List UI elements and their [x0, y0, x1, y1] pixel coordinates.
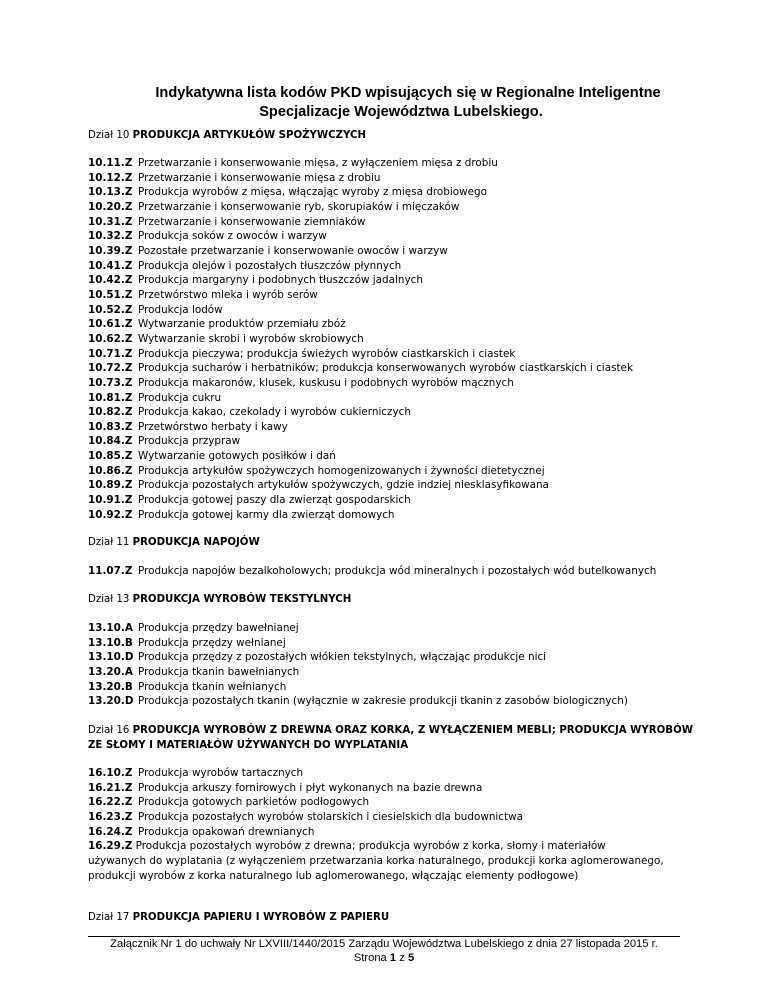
pkd-code: 16.24.Z	[88, 825, 133, 838]
pkd-code: 10.12.Z	[88, 171, 133, 184]
pkd-desc: Produkcja pozostałych artykułów spożywczych, gdzie indziej niesklasyfikowana	[138, 479, 549, 492]
pkd-code: 16.22.Z	[88, 796, 133, 809]
pkd-desc: Produkcja wyrobów z mięsa, włączając wyroby z mięsa drobiowego	[138, 186, 487, 199]
pkd-desc: Produkcja pozostałych wyrobów stolarskich i ciesielskich dla budownictwa	[138, 810, 523, 823]
section-heading-dzial-10	[88, 129, 366, 143]
pkd-desc-line-1: Produkcja pozostałych wyrobów z drewna; produkcja wyrobów z korka, słomy i materiałów	[135, 840, 606, 852]
pkd-code: 10.32.Z	[88, 230, 133, 243]
pkd-code: 10.52.Z	[88, 303, 133, 316]
pkd-desc: Produkcja makaronów, klusek, kuskusu i podobnych wyrobów mącznych	[138, 376, 514, 389]
pkd-desc: Produkcja cukru	[138, 391, 222, 404]
pkd-entry	[88, 376, 688, 391]
pkd-entry	[88, 229, 688, 244]
pkd-code: 16.10.Z	[88, 767, 133, 779]
pkd-code: 10.13.Z	[88, 186, 133, 199]
pkd-desc: Przetwarzanie i konserwowanie ziemniaków	[138, 215, 366, 228]
pkd-entry-16-29-z	[88, 839, 688, 883]
section-heading-dzial-16	[88, 723, 693, 753]
pkd-entry	[88, 332, 688, 347]
pkd-entry	[88, 171, 688, 186]
pkd-entry	[88, 434, 688, 449]
pkd-desc: Wytwarzanie gotowych posiłków i dań	[138, 450, 336, 463]
pkd-desc: Produkcja gotowych parkietów podłogowych	[138, 796, 370, 809]
pkd-code: 13.10.B	[88, 636, 133, 649]
pkd-entry	[88, 795, 688, 810]
page-footer	[0, 937, 768, 965]
pkd-code: 10.61.Z	[88, 318, 133, 331]
pkd-desc: Produkcja lodów	[138, 303, 223, 316]
section-heading-dzial-13	[88, 593, 351, 607]
pkd-entry	[88, 810, 688, 825]
pkd-code: 13.10.A	[88, 622, 133, 634]
pkd-entry	[88, 405, 688, 420]
pkd-entry	[88, 288, 688, 303]
pkd-entry	[88, 766, 688, 781]
pkd-entry	[88, 564, 688, 579]
page-number	[0, 951, 768, 965]
pkd-desc: Produkcja wyrobów tartacznych	[138, 767, 304, 779]
section-prefix: Dział 13	[88, 594, 130, 605]
pkd-entry	[88, 493, 688, 508]
pkd-desc: Produkcja olejów i pozostałych tłuszczów płynnych	[138, 259, 402, 272]
section-name-line-1: PRODUKCJA WYROBÓW Z DREWNA ORAZ KORKA, Z WYŁĄCZENIEM MEBLI; PRODUKCJA WYROBÓW	[132, 725, 693, 736]
pkd-entry	[88, 185, 688, 200]
pkd-code: 10.84.Z	[88, 435, 133, 448]
pkd-entry	[88, 391, 688, 406]
pkd-desc: Produkcja opakowań drewnianych	[138, 825, 315, 838]
pkd-code: 10.89.Z	[88, 479, 133, 492]
pkd-list-dzial-16	[88, 766, 688, 839]
pkd-code: 10.81.Z	[88, 391, 133, 404]
pkd-desc: Produkcja napojów bezalkoholowych; produkcja wód mineralnych i pozostałych wód butelkowanych	[138, 565, 657, 577]
section-name: PRODUKCJA WYROBÓW TEKSTYLNYCH	[132, 594, 352, 605]
pkd-entry	[88, 825, 688, 840]
pkd-code: 10.39.Z	[88, 244, 133, 257]
pkd-entry	[88, 215, 688, 230]
pkd-code: 10.11.Z	[88, 157, 133, 169]
pkd-code: 10.91.Z	[88, 494, 133, 507]
section-prefix: Dział 17	[88, 912, 130, 923]
pkd-desc: Pozostałe przetwarzanie i konserwowanie owoców i warzyw	[138, 244, 448, 257]
current-page: 1	[389, 952, 397, 964]
pkd-desc: Produkcja soków z owoców i warzyw	[138, 230, 327, 243]
pkd-code: 13.10.D	[88, 651, 134, 664]
pkd-desc: Przetwarzanie i konserwowanie ryb, skorupiaków i mięczaków	[138, 200, 460, 213]
pkd-desc-line-3: produkcji wyrobów z korka naturalnego lub aglomerowanego, włączając elementy podłogowe)	[88, 869, 579, 882]
pkd-desc: Produkcja artykułów spożywczych homogenizowanych i żywności dietetycznej	[138, 464, 545, 477]
section-name: PRODUKCJA PAPIERU I WYROBÓW Z PAPIERU	[132, 912, 390, 923]
pkd-desc: Produkcja pieczywa; produkcja świeżych wyrobów ciastkarskich i ciastek	[138, 347, 516, 360]
pkd-desc: Produkcja tkanin wełnianych	[138, 680, 287, 693]
pkd-entry	[88, 478, 688, 493]
document-title	[0, 84, 768, 122]
pkd-desc: Produkcja pozostałych tkanin (wyłącznie w zakresie produkcji tkanin z zasobów biologicznych)	[138, 695, 628, 708]
pkd-entry	[88, 464, 688, 479]
pkd-entry	[88, 781, 688, 796]
pkd-entry	[88, 303, 688, 318]
pkd-entry	[88, 347, 688, 362]
pkd-code: 16.29.Z	[88, 840, 133, 852]
section-prefix: Dział 16	[88, 725, 130, 736]
pkd-entry	[88, 650, 688, 665]
page-word: Strona	[353, 952, 387, 964]
section-name: PRODUKCJA NAPOJÓW	[132, 537, 260, 548]
pkd-desc: Produkcja przędzy bawełnianej	[138, 622, 299, 634]
pkd-desc: Produkcja kakao, czekolady i wyrobów cukierniczych	[138, 406, 411, 419]
pkd-desc: Produkcja tkanin bawełnianych	[138, 665, 300, 678]
pkd-code: 10.42.Z	[88, 274, 133, 287]
pkd-code: 10.41.Z	[88, 259, 133, 272]
pkd-list-dzial-11	[88, 564, 688, 579]
pkd-code: 13.20.D	[88, 695, 134, 708]
pkd-code: 10.92.Z	[88, 508, 133, 521]
pkd-entry	[88, 273, 688, 288]
section-name: PRODUKCJA ARTYKUŁÓW SPOŻYWCZYCH	[132, 130, 367, 141]
section-heading-dzial-11	[88, 536, 260, 550]
pkd-list-dzial-10	[88, 156, 688, 522]
pkd-code: 10.83.Z	[88, 420, 133, 433]
of-word: z	[399, 952, 405, 964]
section-prefix: Dział 10	[88, 130, 130, 141]
pkd-entry	[88, 317, 688, 332]
pkd-desc: Produkcja sucharów i herbatników; produkcja konserwowanych wyrobów ciastkarskich i ciastek	[138, 362, 633, 375]
pkd-code: 16.21.Z	[88, 781, 133, 794]
pkd-entry	[88, 508, 688, 523]
pkd-entry	[88, 449, 688, 464]
pkd-desc-line-2: używanych do wyplatania (z wyłączeniem przetwarzania korka naturalnego, produkcji korka aglomerowanego,	[88, 854, 664, 867]
pkd-entry	[88, 621, 688, 636]
pkd-entry	[88, 361, 688, 376]
pkd-code: 10.72.Z	[88, 362, 133, 375]
pkd-desc: Wytwarzanie produktów przemiału zbóż	[138, 318, 346, 331]
footer-note: Załącznik Nr 1 do uchwały Nr LXVIII/1440/2015 Zarządu Województwa Lubelskiego z dnia 27 listopada 2015 r.	[110, 938, 658, 950]
pkd-desc: Produkcja gotowej paszy dla zwierząt gospodarskich	[138, 494, 411, 507]
pkd-desc: Przetwarzanie i konserwowanie mięsa, z wyłączeniem mięsa z drobiu	[138, 157, 498, 169]
total-pages: 5	[407, 952, 415, 964]
pkd-code: 10.86.Z	[88, 464, 133, 477]
pkd-desc: Przetwarzanie i konserwowanie mięsa z drobiu	[138, 171, 381, 184]
pkd-desc: Wytwarzanie skrobi i wyrobów skrobiowych	[138, 332, 364, 345]
title-line-2: Specjalizacje Województwa Lubelskiego.	[259, 104, 543, 120]
pkd-entry	[88, 156, 688, 171]
pkd-desc: Produkcja arkuszy fornirowych i płyt wykonanych na bazie drewna	[138, 781, 483, 794]
pkd-desc: Produkcja gotowej karmy dla zwierząt domowych	[138, 508, 395, 521]
pkd-code: 10.20.Z	[88, 200, 133, 213]
pkd-code: 11.07.Z	[88, 565, 133, 577]
pkd-code: 13.20.A	[88, 665, 133, 678]
pkd-desc: Przetwórstwo mleka i wyrób serów	[138, 288, 318, 301]
pkd-code: 10.62.Z	[88, 332, 133, 345]
pkd-entry	[88, 244, 688, 259]
pkd-code: 10.51.Z	[88, 288, 133, 301]
pkd-code: 10.82.Z	[88, 406, 133, 419]
pkd-code: 10.71.Z	[88, 347, 133, 360]
section-name-line-2: ZE SŁOMY I MATERIAŁÓW UŻYWANYCH DO WYPLATANIA	[88, 740, 409, 751]
title-line-1: Indykatywna lista kodów PKD wpisujących się w Regionalne Inteligentne	[155, 85, 661, 101]
pkd-entry	[88, 694, 688, 709]
pkd-entry	[88, 420, 688, 435]
pkd-code: 10.73.Z	[88, 376, 133, 389]
pkd-desc: Produkcja przędzy wełnianej	[138, 636, 286, 649]
pkd-desc: Produkcja margaryny i podobnych tłuszczów jadalnych	[138, 274, 423, 287]
pkd-code: 16.23.Z	[88, 810, 133, 823]
pkd-code: 10.85.Z	[88, 450, 133, 463]
pkd-code: 13.20.B	[88, 680, 133, 693]
pkd-desc: Produkcja przypraw	[138, 435, 241, 448]
pkd-entry	[88, 636, 688, 651]
pkd-entry	[88, 680, 688, 695]
pkd-list-dzial-13	[88, 621, 688, 709]
section-heading-dzial-17	[88, 911, 389, 925]
pkd-code: 10.31.Z	[88, 215, 133, 228]
pkd-desc: Produkcja przędzy z pozostałych włókien tekstylnych, włączając produkcje nici	[138, 651, 547, 664]
pkd-entry	[88, 665, 688, 680]
section-prefix: Dział 11	[88, 537, 130, 548]
pkd-entry	[88, 200, 688, 215]
pkd-desc: Przetwórstwo herbaty i kawy	[138, 420, 288, 433]
pkd-entry	[88, 259, 688, 274]
